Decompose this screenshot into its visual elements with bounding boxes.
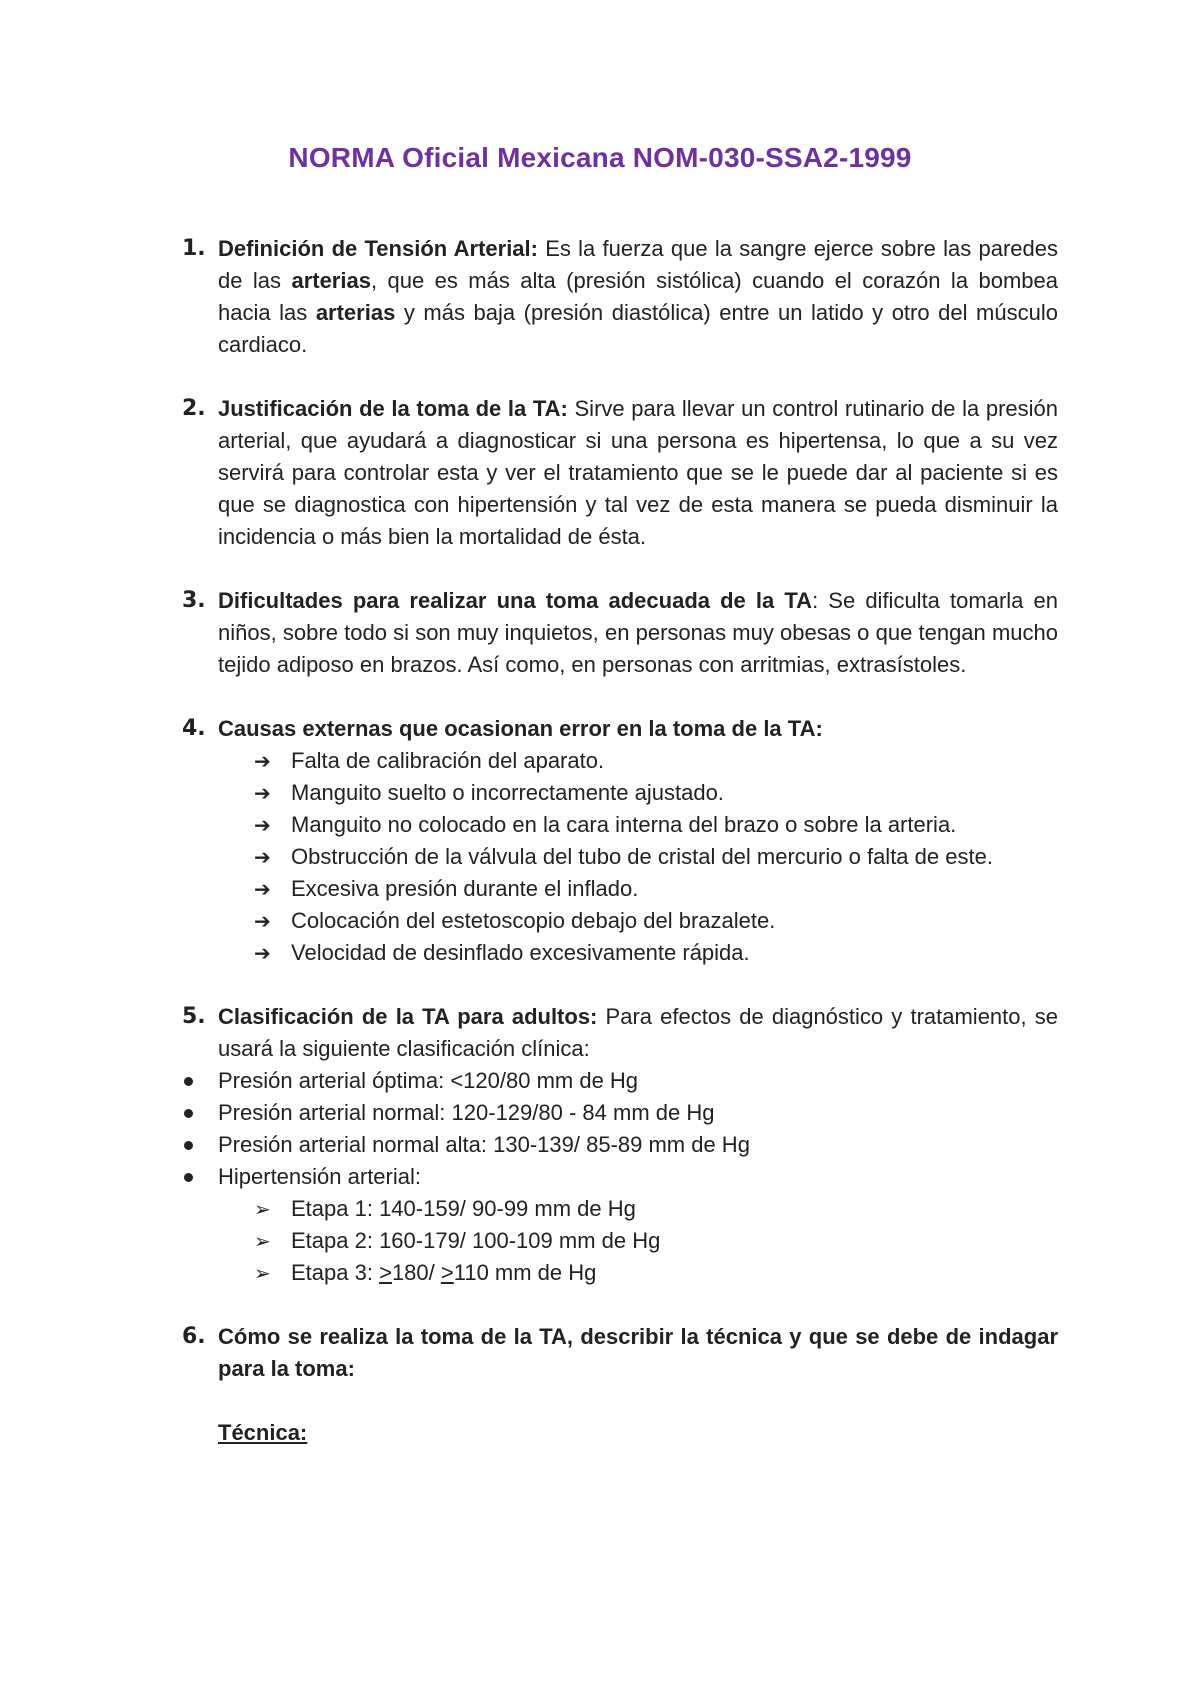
document-body: [182, 233, 1058, 1449]
spacer: [182, 361, 1058, 393]
sub-item-text: Falta de calibración del aparato.: [291, 748, 605, 773]
item-heading: Dificultades para realizar una toma adecuada de la TA: [218, 588, 813, 613]
item-text: , que es más alta (presión sistólica) cuando el corazón la bombea hacia las: [218, 268, 1058, 325]
bullet-icon: [184, 1141, 193, 1150]
stage-text: Etapa 1: 140-159/ 90-99 mm de Hg: [291, 1196, 636, 1221]
bullet-item: [182, 1129, 1058, 1161]
bold-term: arterias: [315, 300, 396, 325]
bullet-item: [182, 1097, 1058, 1129]
list-item-4: [182, 713, 1058, 745]
arrow-icon: ➔: [254, 877, 271, 901]
bullet-text: Presión arterial normal alta: 130-139/ 85-89 mm de Hg: [218, 1132, 750, 1157]
item-number: 3.: [182, 588, 206, 613]
item-heading: Definición de Tensión Arterial:: [218, 236, 538, 261]
bullet-text: Hipertensión arterial:: [218, 1164, 421, 1189]
arrow-icon: ➔: [254, 941, 271, 965]
sub-item-text: Manguito suelto o incorrectamente ajustado.: [291, 780, 724, 805]
arrowhead-icon: ➢: [254, 1229, 271, 1253]
item-text: Sirve para llevar un control rutinario de la presión arterial, que ayudará a diagnosticar si una persona es hipertensa, lo que a su vez servirá para controlar esta y ver el tratamiento que se le puede dar al paciente si es que se diagnostica con hipertensión y tal vez de esta manera se pueda disminuir la incidencia o más bien la mortalidad de ésta.: [218, 396, 1058, 549]
bullet-icon: [184, 1173, 193, 1182]
bullet-text: Presión arterial normal: 120-129/80 - 84 mm de Hg: [218, 1100, 715, 1125]
item-heading: Causas externas que ocasionan error en la toma de la TA:: [218, 716, 823, 741]
item-text: y más baja (presión diastólica) entre un latido y otro del músculo cardiaco.: [218, 300, 1058, 357]
sub-item-text: Colocación del estetoscopio debajo del brazalete.: [291, 908, 776, 933]
sub-item: [182, 841, 1058, 873]
list-item-5: [182, 1001, 1058, 1065]
item-text: : Se dificulta tomarla en niños, sobre todo si son muy inquietos, en personas muy obesas o que tengan mucho tejido adiposo en brazos. Así como, en personas con arritmias, extrasístoles.: [218, 588, 1058, 677]
item-number: 5.: [182, 1004, 206, 1029]
stage-symbol: >: [379, 1260, 392, 1285]
sub-item-text: Manguito no colocado en la cara interna del brazo o sobre la arteria.: [291, 812, 957, 837]
list-item-2: [182, 393, 1058, 553]
sub-item: [182, 905, 1058, 937]
arrow-icon: ➔: [254, 909, 271, 933]
sub-item: [182, 937, 1058, 969]
bullet-icon: [184, 1109, 193, 1118]
sub-item: [182, 809, 1058, 841]
list-item-3: [182, 585, 1058, 681]
arrow-icon: ➔: [254, 813, 271, 837]
item-number: 6.: [182, 1324, 206, 1349]
sub-item-text: Velocidad de desinflado excesivamente rápida.: [291, 940, 750, 965]
stage-text: Etapa 2: 160-179/ 100-109 mm de Hg: [291, 1228, 661, 1253]
list-item-1: [182, 233, 1058, 361]
sub-item-text: Obstrucción de la válvula del tubo de cristal del mercurio o falta de este.: [291, 844, 993, 869]
item-number: 1.: [182, 236, 206, 261]
stage-text: 110 mm de Hg: [453, 1260, 597, 1285]
bullet-item: [182, 1161, 1058, 1193]
arrow-icon: ➔: [254, 845, 271, 869]
bold-term: arterias: [291, 268, 371, 293]
sub-item: [182, 745, 1058, 777]
stage-symbol: >: [440, 1260, 454, 1285]
spacer: [182, 553, 1058, 585]
stage-text: 180/: [391, 1260, 441, 1285]
sub-item-text: Excesiva presión durante el inflado.: [291, 876, 639, 901]
arrow-icon: ➔: [254, 781, 271, 805]
item-text: Es la fuerza que la sangre ejerce sobre las paredes de las: [218, 236, 1058, 293]
sub-item: [182, 873, 1058, 905]
stage-item: [182, 1193, 1058, 1225]
sub-item: [182, 777, 1058, 809]
item-number: 2.: [182, 396, 206, 421]
spacer: [182, 1289, 1058, 1321]
arrowhead-icon: ➢: [254, 1261, 271, 1285]
item-text: Para efectos de diagnóstico y tratamiento, se usará la siguiente clasificación clínica:: [218, 1004, 1059, 1061]
technique-heading: Técnica:: [218, 1420, 308, 1445]
bullet-text: Presión arterial óptima: <120/80 mm de Hg: [218, 1068, 639, 1093]
item-heading: Justificación de la toma de la TA:: [218, 396, 568, 421]
bullet-icon: [184, 1077, 193, 1086]
arrow-icon: ➔: [254, 749, 271, 773]
spacer: [182, 969, 1058, 1001]
item-number: 4.: [182, 716, 206, 741]
bullet-item: [182, 1065, 1058, 1097]
stage-item: [182, 1257, 1058, 1289]
item-heading: Clasificación de la TA para adultos:: [218, 1004, 598, 1029]
item-heading: Cómo se realiza la toma de la TA, describir la técnica y que se debe de indagar para la toma:: [218, 1324, 1058, 1381]
spacer: [182, 1385, 1058, 1417]
stage-item: [182, 1225, 1058, 1257]
list-item-6: [182, 1321, 1058, 1385]
arrowhead-icon: ➢: [254, 1197, 271, 1221]
spacer: [182, 681, 1058, 713]
document-title: NORMA Oficial Mexicana NOM-030-SSA2-1999: [288, 142, 912, 173]
stage-text: Etapa 3:: [291, 1260, 380, 1285]
